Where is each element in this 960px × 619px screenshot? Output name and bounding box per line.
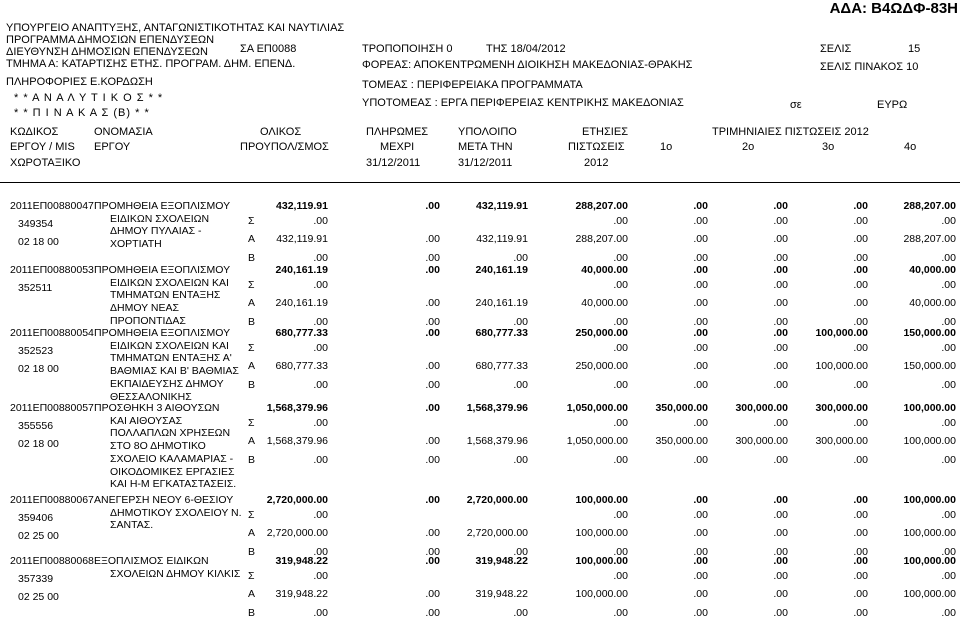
project-name-line: ΔΗΜΟΥ ΝΕΑΣ (110, 302, 179, 315)
cell-value: 150,000.00 (903, 360, 956, 372)
cell-value: .00 (613, 315, 628, 328)
cell-value: 240,161.19 (275, 264, 328, 276)
cell-value: .00 (773, 527, 788, 539)
cell-value: .00 (853, 555, 868, 567)
project-name-line: ΠΟΛΛΑΠΛΩΝ ΧΡΗΣΕΩΝ (110, 427, 231, 440)
cell-value: .00 (313, 278, 328, 291)
cell-value: .00 (693, 378, 708, 391)
col-q1: 1ο (660, 141, 673, 153)
col-total: ΟΛΙΚΟΣ (260, 126, 302, 138)
cell-value: .00 (693, 416, 708, 429)
project-name-line: ΣΑΝΤΑΣ. (110, 519, 154, 532)
cell-value: 680,777.33 (275, 360, 328, 372)
cell-value: 40,000.00 (909, 264, 956, 276)
col-remaining-2: ΜΕΤΑ ΤΗΝ (458, 141, 513, 153)
info-line: ΠΛΗΡΟΦΟΡΙΕΣ Ε.ΚΟΡΔΩΣΗ (6, 76, 153, 88)
project-name-line: ΔΗΜΟΥ ΠΥΛΑΙΑΣ - (110, 225, 202, 238)
cell-value: .00 (425, 264, 440, 276)
col-xwro: ΧΩΡΟΤΑΞΙΚΟ (10, 157, 81, 169)
cell-value: .00 (425, 360, 440, 372)
cell-value: .00 (313, 341, 328, 354)
spatial-code: 02 25 00 (18, 530, 59, 542)
cell-value: .00 (693, 278, 708, 291)
header-divider (0, 182, 960, 183)
ministry-line: ΥΠΟΥΡΓΕΙΟ ΑΝΑΠΤΥΞΗΣ, ΑΝΤΑΓΩΝΙΣΤΙΚΟΤΗΤΑΣ ΚΑΙ ΝΑΥΤΙΛΙΑΣ (6, 22, 345, 34)
cell-value: .00 (513, 606, 528, 619)
cell-value: .00 (941, 545, 956, 558)
cell-value: .00 (693, 297, 708, 309)
cell-value: .00 (425, 233, 440, 245)
cell-value: .00 (613, 278, 628, 291)
cell-value: 100,000.00 (903, 588, 956, 600)
foreas: ΦΟΡΕΑΣ: ΑΠΟΚΕΝΤΡΩΜΕΝΗ ΔΙΟΙΚΗΣΗ ΜΑΚΕΔΟΝΙΑΣ-ΘΡΑΚΗΣ (362, 59, 693, 71)
project-name-line: ΠΡΟΜΗΘΕΙΑ ΕΞΟΠΛΙΣΜΟΥ (94, 200, 231, 212)
cell-value: .00 (773, 341, 788, 354)
cell-value: .00 (425, 327, 440, 339)
cell-value: .00 (613, 508, 628, 521)
cell-value: .00 (693, 588, 708, 600)
col-name: ΟΝΟΜΑΣΙΑ (94, 126, 153, 138)
cell-value: 100,000.00 (815, 360, 868, 372)
cell-value: .00 (941, 416, 956, 429)
row-marker: Σ (248, 214, 255, 227)
row-marker: Β (248, 315, 256, 328)
cell-value: .00 (425, 545, 440, 558)
cell-value: 100,000.00 (903, 435, 956, 447)
cell-value: .00 (853, 251, 868, 264)
project-name-line: ΚΑΙ Η-Μ ΕΓΚΑΤΑΣΤΑΣΕΙΣ. (110, 478, 237, 491)
cell-value: 100,000.00 (903, 527, 956, 539)
col-q3: 3ο (822, 141, 835, 153)
cell-value: 680,777.33 (275, 327, 328, 339)
project-name-line: ΣΧΟΛΕΙΩΝ ΔΗΜΟΥ ΚΙΛΚΙΣ (110, 567, 241, 580)
cell-value: .00 (853, 233, 868, 245)
col-code: ΚΩΔΙΚΟΣ (10, 126, 59, 138)
spatial-code: 02 18 00 (18, 438, 59, 450)
mis-code: 352523 (18, 345, 54, 357)
project-name-line: ΚΑΙ ΑΙΘΟΥΣΑΣ (110, 414, 183, 427)
analytical-line: * * Α Ν Α Λ Υ Τ Ι Κ Ο Σ * * (14, 92, 164, 104)
col-q2: 2ο (742, 141, 755, 153)
row-marker: Β (248, 251, 256, 264)
cell-value: 240,161.19 (275, 297, 328, 309)
cell-value: .00 (425, 200, 440, 212)
cell-value: .00 (853, 453, 868, 466)
col-annual-year: 2012 (584, 157, 609, 169)
currency: ΕΥΡΩ (877, 99, 908, 111)
cell-value: .00 (313, 214, 328, 227)
cell-value: .00 (693, 264, 708, 276)
cell-value: .00 (693, 569, 708, 582)
cell-value: .00 (853, 378, 868, 391)
project-name-line: ΕΞΟΠΛΙΣΜΟΣ ΕΙΔΙΚΩΝ (94, 555, 209, 567)
cell-value: .00 (313, 545, 328, 558)
cell-value: .00 (425, 555, 440, 567)
row-marker: Α (248, 360, 256, 372)
cell-value: .00 (773, 200, 788, 212)
cell-value: .00 (941, 453, 956, 466)
cell-value: .00 (693, 214, 708, 227)
cell-value: .00 (941, 569, 956, 582)
cell-value: .00 (693, 494, 708, 506)
cell-value: .00 (773, 251, 788, 264)
cell-value: .00 (853, 278, 868, 291)
project-code: 2011ΕΠ00880047 (10, 200, 94, 212)
row-marker: Α (248, 297, 256, 309)
cell-value: .00 (773, 588, 788, 600)
cell-value: .00 (941, 508, 956, 521)
cell-value: 240,161.19 (475, 297, 528, 309)
col-mis: ΕΡΓΟΥ / MIS (10, 141, 75, 153)
cell-value: .00 (693, 606, 708, 619)
row-marker: Σ (248, 569, 255, 582)
cell-value: 150,000.00 (903, 327, 956, 339)
row-marker: Β (248, 606, 256, 619)
cell-value: .00 (773, 278, 788, 291)
currency-prefix: σε (790, 99, 802, 111)
project-name-line: ΣΤΟ 8Ο ΔΗΜΟΤΙΚΟ (110, 440, 206, 453)
cell-value: 432,119.91 (476, 233, 528, 245)
directorate-line: ΔΙΕΥΘΥΝΣΗ ΔΗΜΟΣΙΩΝ ΕΠΕΝΔΥΣΕΩΝ (6, 46, 208, 58)
cell-value: .00 (425, 453, 440, 466)
cell-value: 680,777.33 (475, 360, 528, 372)
cell-value: 300,000.00 (735, 402, 788, 414)
col-remaining: ΥΠΟΛΟΙΠΟ (458, 126, 517, 138)
cell-value: .00 (313, 315, 328, 328)
cell-value: .00 (773, 453, 788, 466)
cell-value: .00 (853, 508, 868, 521)
cell-value: 1,050,000.00 (566, 435, 628, 447)
cell-value: 1,568,379.96 (266, 402, 328, 414)
row-marker: Α (248, 527, 256, 539)
cell-value: .00 (613, 214, 628, 227)
cell-value: .00 (853, 264, 868, 276)
cell-value: 432,119.91 (476, 200, 528, 212)
cell-value: 100,000.00 (575, 494, 628, 506)
cell-value: .00 (773, 494, 788, 506)
cell-value: .00 (773, 214, 788, 227)
cell-value: .00 (313, 251, 328, 264)
cell-value: .00 (425, 378, 440, 391)
cell-value: .00 (941, 251, 956, 264)
cell-value: 300,000.00 (735, 435, 788, 447)
cell-value: .00 (613, 453, 628, 466)
cell-value: 1,568,379.96 (466, 402, 528, 414)
cell-value: .00 (313, 378, 328, 391)
cell-value: .00 (613, 416, 628, 429)
cell-value: .00 (613, 569, 628, 582)
cell-value: .00 (941, 378, 956, 391)
cell-value: .00 (693, 315, 708, 328)
cell-value: .00 (313, 453, 328, 466)
col-payments-2: ΜΕΧΡΙ (380, 141, 415, 153)
cell-value: .00 (853, 200, 868, 212)
program-line: ΠΡΟΓΡΑΜΜΑ ΔΗΜΟΣΙΩΝ ΕΠΕΝΔΥΣΕΩΝ (6, 34, 215, 46)
table-b-line: * * Π Ι Ν Α Κ Α Σ (Β) * * (14, 107, 150, 119)
project-name-line: ΕΙΔΙΚΩΝ ΣΧΟΛΕΙΩΝ (110, 212, 210, 225)
col-annual-2: ΠΙΣΤΩΣΕΙΣ (568, 141, 625, 153)
cell-value: .00 (773, 315, 788, 328)
cell-value: .00 (613, 606, 628, 619)
cell-value: 240,161.19 (475, 264, 528, 276)
cell-value: 2,720,000.00 (266, 494, 328, 506)
mis-code: 352511 (18, 282, 53, 294)
cell-value: 2,720,000.00 (466, 527, 528, 539)
cell-value: .00 (853, 527, 868, 539)
cell-value: .00 (773, 327, 788, 339)
cell-value: 350,000.00 (655, 435, 708, 447)
row-marker: Β (248, 378, 256, 391)
cell-value: 100,000.00 (575, 527, 628, 539)
cell-value: .00 (425, 527, 440, 539)
row-marker: Σ (248, 416, 255, 429)
project-name-line: ΕΙΔΙΚΩΝ ΣΧΟΛΕΙΩΝ ΚΑΙ (110, 276, 229, 289)
cell-value: 2,720,000.00 (466, 494, 528, 506)
cell-value: .00 (853, 569, 868, 582)
cell-value: 250,000.00 (575, 360, 628, 372)
cell-value: .00 (693, 545, 708, 558)
cell-value: .00 (513, 453, 528, 466)
tomeas: ΤΟΜΕΑΣ : ΠΕΡΙΦΕΡΕΙΑΚΑ ΠΡΟΓΡΑΜΜΑΤΑ (362, 79, 583, 91)
project-name-line: ΕΙΔΙΚΩΝ ΣΧΟΛΕΙΩΝ ΚΑΙ (110, 339, 229, 352)
cell-value: 1,050,000.00 (566, 402, 628, 414)
cell-value: .00 (941, 341, 956, 354)
project-code: 2011ΕΠ00880053 (10, 264, 94, 276)
cell-value: .00 (693, 360, 708, 372)
row-marker: Α (248, 588, 256, 600)
project-name-line: ΧΟΡΤΙΑΤΗ (110, 238, 162, 251)
project-name-line: ΟΙΚΟΔΟΜΙΚΕΣ ΕΡΓΑΣΙΕΣ (110, 465, 235, 478)
cell-value: .00 (613, 251, 628, 264)
row-marker: Σ (248, 508, 255, 521)
cell-value: .00 (425, 315, 440, 328)
cell-value: 319,948.22 (275, 555, 328, 567)
cell-value: 100,000.00 (903, 402, 956, 414)
cell-value: .00 (425, 494, 440, 506)
project-name-line: ΣΧΟΛΕΙΟ ΚΑΛΑΜΑΡΙΑΣ - (110, 452, 234, 465)
project-name-line: ΘΕΣΣΑΛΟΝΙΚΗΣ (110, 390, 192, 403)
cell-value: .00 (513, 378, 528, 391)
project-name-line: ΠΡΟΠΟΝΤΙΔΑΣ (110, 314, 186, 327)
project-code: 2011ΕΠ00880067 (10, 494, 94, 506)
project-name-line: ΑΝΕΓΕΡΣΗ ΝΕΟΥ 6-ΘΕΣΙΟΥ (94, 494, 234, 506)
cell-value: .00 (773, 360, 788, 372)
cell-value: .00 (853, 297, 868, 309)
cell-value: 319,948.22 (475, 588, 528, 600)
cell-value: .00 (425, 435, 440, 447)
cell-value: .00 (425, 402, 440, 414)
cell-value: .00 (613, 341, 628, 354)
cell-value: 300,000.00 (815, 435, 868, 447)
cell-value: .00 (941, 214, 956, 227)
cell-value: 319,948.22 (475, 555, 528, 567)
sa-code: ΣΑ ΕΠ0088 (240, 43, 297, 55)
cell-value: 100,000.00 (815, 327, 868, 339)
cell-value: 288,207.00 (575, 233, 628, 245)
project-name-line: ΠΡΟΜΗΘΕΙΑ ΕΞΟΠΛΙΣΜΟΥ (94, 327, 231, 339)
spatial-code: 02 25 00 (18, 591, 59, 603)
cell-value: 1,568,379.96 (466, 435, 528, 447)
row-marker: Σ (248, 278, 255, 291)
cell-value: 100,000.00 (575, 588, 628, 600)
cell-value: 288,207.00 (575, 200, 628, 212)
row-marker: Α (248, 435, 256, 447)
cell-value: .00 (773, 555, 788, 567)
project-name-line: ΠΡΟΣΘΗΚΗ 3 ΑΙΘΟΥΣΩΝ (94, 402, 220, 414)
cell-value: .00 (853, 214, 868, 227)
col-payments-date: 31/12/2011 (366, 157, 421, 169)
cell-value: 432,119.91 (276, 200, 328, 212)
cell-value: .00 (693, 233, 708, 245)
cell-value: .00 (773, 416, 788, 429)
ypotomeas: ΥΠΟΤΟΜΕΑΣ : ΕΡΓΑ ΠΕΡΙΦΕΡΕΙΑΣ ΚΕΝΤΡΙΚΗΣ ΜΑΚΕΔΟΝΙΑΣ (362, 97, 684, 109)
cell-value: 40,000.00 (581, 264, 628, 276)
cell-value: .00 (853, 588, 868, 600)
cell-value: .00 (693, 341, 708, 354)
page-label: ΣΕΛΙΣ (820, 43, 852, 55)
cell-value: 680,777.33 (475, 327, 528, 339)
cell-value: .00 (941, 606, 956, 619)
row-marker: Β (248, 453, 256, 466)
row-marker: Σ (248, 341, 255, 354)
cell-value: 350,000.00 (655, 402, 708, 414)
cell-value: .00 (853, 341, 868, 354)
project-name-line: ΔΗΜΟΤΙΚΟΥ ΣΧΟΛΕΙΟΥ Ν. (110, 506, 242, 519)
modification-date: ΤΗΣ 18/04/2012 (486, 43, 566, 55)
mis-code: 355556 (18, 420, 54, 432)
cell-value: 288,207.00 (903, 200, 956, 212)
cell-value: .00 (425, 251, 440, 264)
cell-value: .00 (853, 606, 868, 619)
cell-value: 40,000.00 (581, 297, 628, 309)
cell-value: .00 (773, 508, 788, 521)
cell-value: .00 (313, 416, 328, 429)
col-annual: ΕΤΗΣΙΕΣ (582, 126, 628, 138)
cell-value: .00 (773, 569, 788, 582)
cell-value: 40,000.00 (909, 297, 956, 309)
cell-value: .00 (425, 588, 440, 600)
cell-value: .00 (613, 378, 628, 391)
cell-value: 432,119.91 (276, 233, 328, 245)
cell-value: 100,000.00 (903, 555, 956, 567)
cell-value: .00 (313, 508, 328, 521)
cell-value: 288,207.00 (903, 233, 956, 245)
cell-value: 319,948.22 (275, 588, 328, 600)
cell-value: .00 (853, 494, 868, 506)
col-q4: 4ο (904, 141, 917, 153)
cell-value: .00 (773, 606, 788, 619)
col-name-2: ΕΡΓΟΥ (94, 141, 131, 153)
cell-value: .00 (613, 545, 628, 558)
project-name-line: ΤΜΗΜΑΤΩΝ ΕΝΤΑΞΗΣ Α' (110, 352, 232, 365)
col-quarterly: ΤΡΙΜΗΝΙΑΙΕΣ ΠΙΣΤΩΣΕΙΣ 2012 (712, 126, 869, 138)
cell-value: .00 (941, 278, 956, 291)
project-code: 2011ΕΠ00880068 (10, 555, 94, 567)
project-name-line: ΕΚΠΑΙΔΕΥΣΗΣ ΔΗΜΟΥ (110, 377, 224, 390)
cell-value: .00 (513, 545, 528, 558)
cell-value: .00 (773, 378, 788, 391)
table-page: ΣΕΛΙΣ ΠΙΝΑΚΟΣ 10 (820, 61, 919, 73)
cell-value: .00 (313, 569, 328, 582)
mis-code: 349354 (18, 218, 54, 230)
cell-value: .00 (693, 555, 708, 567)
cell-value: 250,000.00 (575, 327, 628, 339)
row-marker: Β (248, 545, 256, 558)
col-remaining-date: 31/12/2011 (458, 157, 513, 169)
cell-value: .00 (313, 606, 328, 619)
project-code: 2011ΕΠ00880054 (10, 327, 94, 339)
cell-value: .00 (513, 315, 528, 328)
row-marker: Α (248, 233, 256, 245)
modification: ΤΡΟΠΟΠΟΙΗΣΗ 0 (362, 43, 453, 55)
cell-value: 100,000.00 (575, 555, 628, 567)
cell-value: .00 (693, 453, 708, 466)
page-number: 15 (908, 43, 921, 55)
cell-value: .00 (773, 264, 788, 276)
spatial-code: 02 18 00 (18, 363, 59, 375)
cell-value: .00 (693, 327, 708, 339)
cell-value: .00 (853, 315, 868, 328)
cell-value: .00 (693, 508, 708, 521)
cell-value: .00 (773, 297, 788, 309)
cell-value: 2,720,000.00 (266, 527, 328, 539)
cell-value: .00 (773, 233, 788, 245)
cell-value: .00 (853, 545, 868, 558)
col-payments: ΠΛΗΡΩΜΕΣ (366, 126, 429, 138)
mis-code: 357339 (18, 573, 54, 585)
ada-code: ΑΔΑ: Β4ΩΔΦ-83Η (829, 0, 958, 17)
cell-value: 1,568,379.96 (266, 435, 328, 447)
cell-value: .00 (425, 606, 440, 619)
cell-value: .00 (773, 545, 788, 558)
cell-value: 300,000.00 (815, 402, 868, 414)
col-total-2: ΠΡΟΥΠΟΛ/ΣΜΟΣ (240, 141, 329, 153)
cell-value: .00 (941, 315, 956, 328)
cell-value: .00 (853, 416, 868, 429)
cell-value: .00 (693, 251, 708, 264)
cell-value: .00 (693, 527, 708, 539)
cell-value: .00 (513, 251, 528, 264)
project-name-line: ΠΡΟΜΗΘΕΙΑ ΕΞΟΠΛΙΣΜΟΥ (94, 264, 231, 276)
cell-value: .00 (693, 200, 708, 212)
cell-value: 100,000.00 (903, 494, 956, 506)
cell-value: .00 (425, 297, 440, 309)
spatial-code: 02 18 00 (18, 236, 59, 248)
project-code: 2011ΕΠ00880057 (10, 402, 94, 414)
project-name-line: ΒΑΘΜΙΑΣ ΚΑΙ Β' ΒΑΘΜΙΑΣ (110, 365, 239, 378)
department-line: ΤΜΗΜΑ Α: ΚΑΤΑΡΤΙΣΗΣ ΕΤΗΣ. ΠΡΟΓΡΑΜ. ΔΗΜ. ΕΠΕΝΔ. (6, 58, 296, 70)
mis-code: 359406 (18, 512, 54, 524)
project-name-line: ΤΜΗΜΑΤΩΝ ΕΝΤΑΞΗΣ (110, 289, 221, 302)
